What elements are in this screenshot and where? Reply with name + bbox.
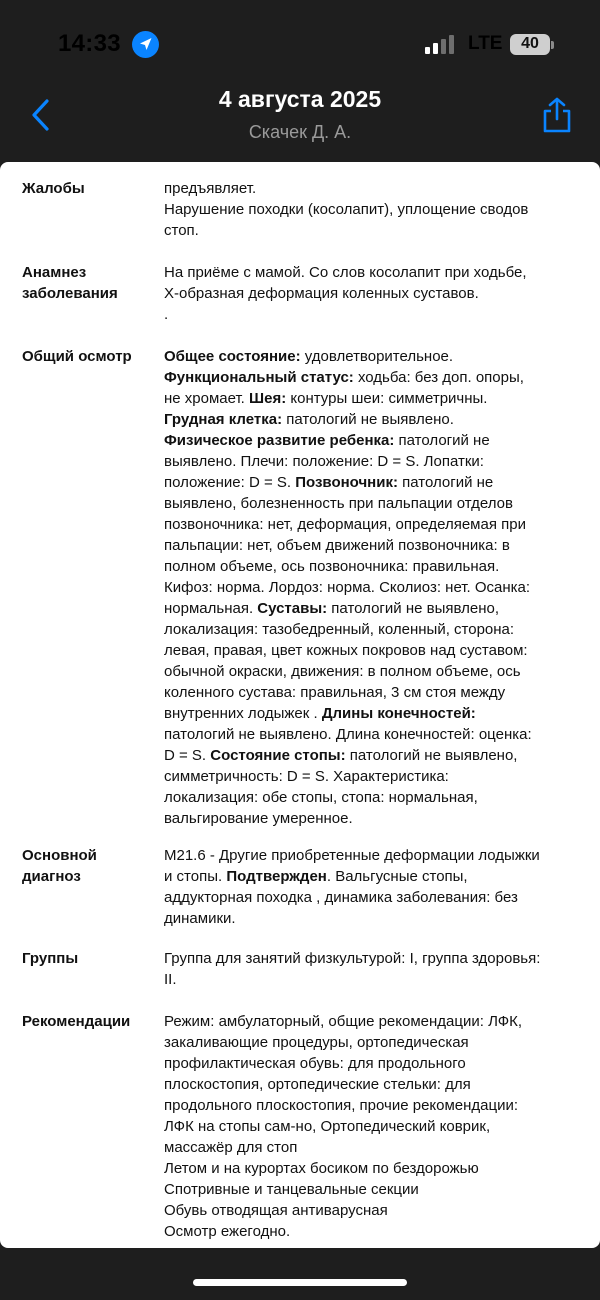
text: патологий не выявлено.	[282, 411, 454, 428]
section-label: Жалобы	[22, 180, 85, 197]
text: не хромает.	[164, 390, 250, 407]
text-line: Осмотр ежегодно.	[164, 1223, 291, 1240]
share-icon[interactable]	[540, 96, 574, 134]
text-line	[164, 367, 584, 388]
bold-term: Суставы:	[257, 600, 328, 617]
location-arrow-icon	[132, 31, 159, 58]
text: патологий не выявлено,	[345, 747, 518, 764]
section-body	[164, 178, 584, 241]
text: контуры шеи: симметричны.	[286, 390, 488, 407]
bold-term: Функциональный статус:	[164, 369, 354, 386]
label-line: диагноз	[22, 868, 81, 885]
text-line: Спотривные и танцевальные секции	[164, 1181, 419, 1198]
bold-term: Позвоночник:	[295, 474, 398, 491]
text: нормальная.	[164, 600, 258, 617]
text-line: закаливающие процедуры, ортопедическая	[164, 1034, 469, 1051]
text-line	[164, 598, 584, 619]
text-line	[164, 388, 584, 409]
battery-level: 40	[521, 35, 539, 52]
home-indicator[interactable]	[193, 1279, 407, 1286]
text-line: Кифоз: норма. Лордоз: норма. Сколиоз: нет. Осанка:	[164, 579, 531, 596]
text-line: Х-образная деформация коленных суставов.	[164, 285, 479, 302]
text-line: патологий не выявлено. Длина конечностей: оценка:	[164, 726, 532, 743]
text-line: левая, правая, цвет кожных покровов над суставом:	[164, 642, 528, 659]
text: патологий не	[394, 432, 490, 449]
bold-term: Подтвержден	[226, 868, 327, 885]
bold-term: Состояние стопы:	[210, 747, 346, 764]
section-label	[22, 262, 152, 304]
text-line: Летом и на курортах босиком по бездорожью	[164, 1160, 479, 1177]
page-subtitle: Скачек Д. А.	[248, 122, 352, 142]
text-line: М21.6 - Другие приобретенные деформации лодыжки	[164, 847, 540, 864]
bold-term: Шея:	[249, 390, 287, 407]
text: удовлетворительное.	[300, 348, 454, 365]
back-chevron-icon[interactable]	[26, 96, 56, 134]
section-body	[164, 845, 584, 929]
text-line: Обувь отводящая антиварусная	[164, 1202, 388, 1219]
text-line: обычной окраски, движения: в полном объеме, ось	[164, 663, 521, 680]
text-line: аддукторная походка , динамика заболевания: без	[164, 889, 518, 906]
section-label: Рекомендации	[22, 1013, 131, 1030]
text-line	[164, 472, 584, 493]
text-line: .	[164, 306, 169, 323]
text-line: стоп.	[164, 222, 199, 239]
section-body	[164, 346, 584, 829]
label-line: заболевания	[22, 285, 118, 302]
text-line	[164, 430, 584, 451]
text-line: локализация: обе стопы, стопа: нормальная,	[164, 789, 478, 806]
section-label	[22, 845, 152, 887]
status-time: 14:33	[58, 30, 121, 57]
cellular-signal-icon	[425, 34, 459, 54]
page-title: 4 августа 2025	[218, 86, 382, 112]
text: D = S.	[164, 747, 211, 764]
section-label: Общий осмотр	[22, 348, 132, 365]
text-line: выявлено. Плечи: положение: D = S. Лопатки:	[164, 453, 484, 470]
section-body	[164, 262, 584, 325]
section-body	[164, 948, 584, 990]
network-type: LTE	[468, 33, 503, 54]
battery-tip	[551, 41, 554, 49]
text-line: Нарушение походки (косолапит), уплощение сводов	[164, 201, 529, 218]
text-line: полном объеме, ось позвоночника: правильная.	[164, 558, 500, 575]
text-line: вальгирование умеренное.	[164, 810, 353, 827]
section-body	[164, 1011, 584, 1242]
text-line: продольного плоскостопия, прочие рекомендации:	[164, 1097, 519, 1114]
text-line	[164, 866, 584, 887]
text-line: ЛФК на стопы сам-но, Ортопедический коврик,	[164, 1118, 491, 1135]
bold-term: Общее состояние:	[164, 348, 301, 365]
text-line: На приёме с мамой. Со слов косолапит при ходьбе,	[164, 264, 527, 281]
bold-term: Грудная клетка:	[164, 411, 283, 428]
section-label: Группы	[22, 950, 79, 967]
text: внутренних лодыжек .	[164, 705, 322, 722]
text: патологий не	[397, 474, 494, 491]
text-line: массажёр для стоп	[164, 1139, 298, 1156]
text-line	[164, 745, 584, 766]
text-line: предъявляет.	[164, 180, 257, 197]
text-line: динамики.	[164, 910, 236, 927]
content-card	[0, 162, 600, 1248]
text-line: Группа для занятий физкультурой: I, группа здоровья:	[164, 950, 541, 967]
text-line: коленного сустава: правильная, 3 см стоя между	[164, 684, 506, 701]
text: положение: D = S.	[164, 474, 296, 491]
text-line	[164, 703, 584, 724]
text-line: выявлено, болезненность при пальпации отделов	[164, 495, 513, 512]
text: ходьба: без доп. опоры,	[353, 369, 524, 386]
text-line: профилактическая обувь: для продольного	[164, 1055, 466, 1072]
text: патологий не выявлено,	[327, 600, 499, 617]
text-line: позвоночника: нет, деформация, определяемая при	[164, 516, 526, 533]
text-line	[164, 409, 584, 430]
label-line: Анамнез	[22, 264, 87, 281]
text-line	[164, 346, 584, 367]
text-line: пальпации: нет, объем движений позвоночника: в	[164, 537, 510, 554]
text-line: плоскостопия, ортопедические стельки: для	[164, 1076, 471, 1093]
text: . Вальгусные стопы,	[326, 868, 468, 885]
bold-term: Физическое развитие ребенка:	[164, 432, 395, 449]
text-line: локализация: тазобедренный, коленный, сторона:	[164, 621, 515, 638]
label-line: Основной	[22, 847, 97, 864]
bold-term: Длины конечностей:	[321, 705, 476, 722]
text-line: симметричность: D = S. Характеристика:	[164, 768, 449, 785]
text: и стопы.	[164, 868, 227, 885]
text-line: II.	[164, 971, 177, 988]
text-line: Режим: амбулаторный, общие рекомендации: ЛФК,	[164, 1013, 523, 1030]
